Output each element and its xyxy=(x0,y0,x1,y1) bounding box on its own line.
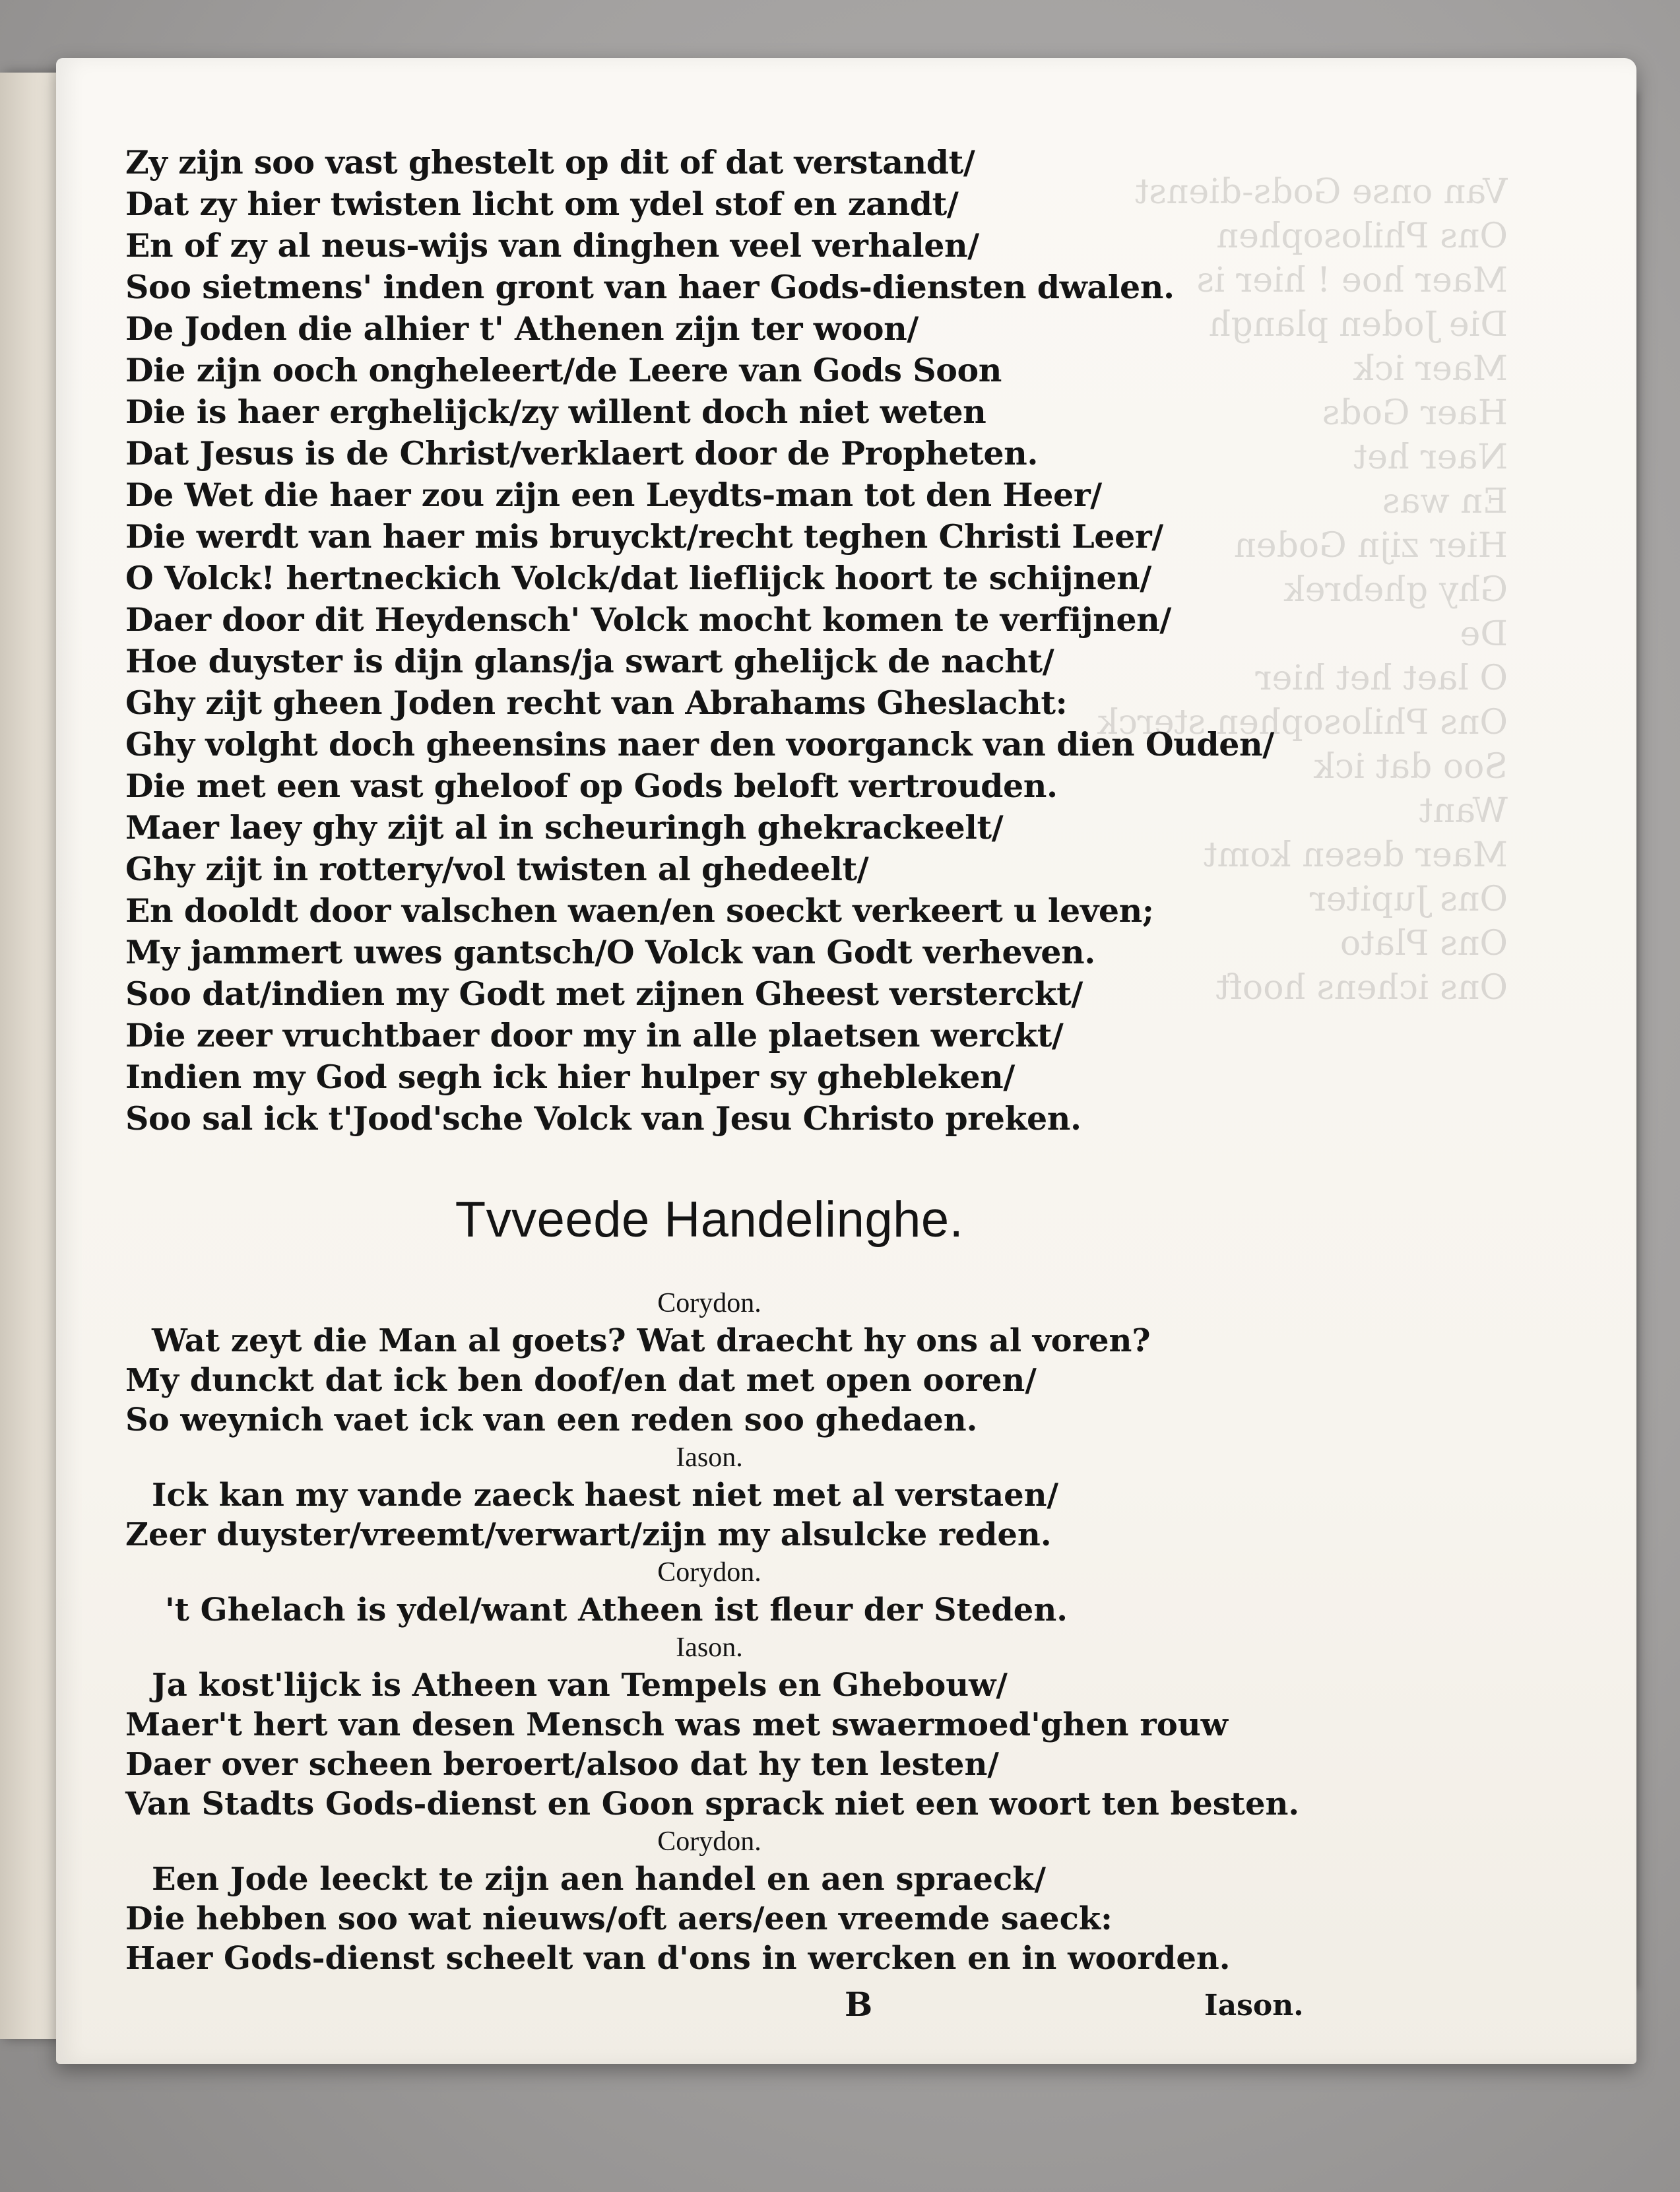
verse-line: Die is haer erghelijck/zy willent doch niet weten xyxy=(125,393,986,431)
dialogue-line: Van Stadts Gods-dienst en Goon sprack niet een woort ten besten. xyxy=(125,1786,1300,1822)
verse-line: Soo dat/indien my Godt met zijnen Gheest versterckt/ xyxy=(125,975,1083,1013)
verse-line: Die zijn ooch ongheleert/de Leere van Gods Soon xyxy=(125,351,1002,389)
verse-line: Die werdt van haer mis bruyckt/recht teghen Christi Leer/ xyxy=(125,517,1163,556)
verse-line: Ghy zijt gheen Joden recht van Abrahams Gheslacht: xyxy=(125,684,1068,722)
speaker-name: Iason. xyxy=(676,1632,743,1663)
speaker-name: Iason. xyxy=(676,1442,743,1473)
signature-mark: B xyxy=(845,1985,873,2024)
dialogue-line: Maer't hert van desen Mensch was met swaermoed'ghen rouw xyxy=(125,1706,1228,1743)
verse-line: Soo sietmens' inden gront van haer Gods-diensten dwalen. xyxy=(125,268,1175,306)
verse-line: En of zy al neus-wijs van dinghen veel verhalen/ xyxy=(125,226,979,265)
dialogue-line: Die hebben soo wat nieuws/oft aers/een vreemde saeck: xyxy=(125,1900,1113,1937)
dialogue-line: Ick kan my vande zaeck haest niet met al verstaen/ xyxy=(152,1477,1059,1514)
speaker-name: Corydon. xyxy=(657,1288,761,1318)
dialogue-block xyxy=(125,1285,1300,1978)
verse-block xyxy=(125,142,1293,1140)
speaker-name: Corydon. xyxy=(657,1557,761,1588)
verse-line: Daer door dit Heydensch' Volck mocht komen te verfijnen/ xyxy=(125,600,1171,639)
verse-line: Indien my God segh ick hier hulper sy ghebleken/ xyxy=(125,1058,1015,1096)
dialogue-line: Wat zeyt die Man al goets? Wat draecht hy ons al voren? xyxy=(152,1322,1151,1359)
dialogue-line: 't Ghelach is ydel/want Atheen ist fleur der Steden. xyxy=(165,1592,1068,1628)
verse-line: Dat zy hier twisten licht om ydel stof en zandt/ xyxy=(125,185,959,223)
catchword: Iason. xyxy=(1204,1989,1304,2022)
verse-line: Dat Jesus is de Christ/verklaert door de Propheten. xyxy=(125,434,1039,472)
dialogue-line: Daer over scheen beroert/alsoo dat hy ten lesten/ xyxy=(125,1746,999,1783)
dialogue-line: My dunckt dat ick ben doof/en dat met open ooren/ xyxy=(125,1362,1037,1399)
dialogue-line: Haer Gods-dienst scheelt van d'ons in wercken en in woorden. xyxy=(125,1940,1231,1977)
verse-line: Maer laey ghy zijt al in scheuringh ghekrackeelt/ xyxy=(125,808,1004,847)
verse-line: My jammert uwes gantsch/O Volck van Godt verheven. xyxy=(125,933,1095,971)
show-through-text: Van onse Gods-dienst Ons Philosophen Maer hoe ! hier is Die Joden plangh Maer ick Haer Gods Naer het En was Hier zijn Goden Ghy ghebrek De O laet het hier Ons Philosophen sterck Soo dat ick Want Maer desen komt Ons Jupiter Ons Plato Ons ichens hooft xyxy=(1097,172,1508,1008)
verse-line: En dooldt door valschen waen/en soeckt verkeert u leven; xyxy=(125,891,1154,930)
dialogue-line: Zeer duyster/vreemt/verwart/zijn my alsulcke reden. xyxy=(125,1516,1052,1553)
dialogue-line: Ja kost'lijck is Atheen van Tempels en Ghebouw/ xyxy=(152,1667,1008,1704)
act-heading: Tvveede Handelinghe. xyxy=(455,1192,964,1248)
verse-line: Zy zijn soo vast ghestelt op dit of dat verstandt/ xyxy=(125,143,975,181)
dialogue-line: So weynich vaet ick van een reden soo ghedaen. xyxy=(125,1402,978,1438)
verse-line: De Joden die alhier t' Athenen zijn ter woon/ xyxy=(125,309,919,348)
verse-line: Die met een vast gheloof op Gods beloft vertrouden. xyxy=(125,767,1058,805)
page-footer xyxy=(125,1985,1304,2031)
verse-line: Ghy zijt in rottery/vol twisten al ghedeelt/ xyxy=(125,850,869,888)
speaker-name: Corydon. xyxy=(657,1826,761,1857)
verse-line: O Volck! hertneckich Volck/dat lieflijck hoort te schijnen/ xyxy=(125,559,1151,597)
verse-line: Die zeer vruchtbaer door my in alle plaetsen werckt/ xyxy=(125,1016,1064,1054)
verse-line: Ghy volght doch gheensins naer den voorganck van dien Ouden/ xyxy=(125,725,1274,763)
verse-line: Soo sal ick t'Jood'sche Volck van Jesu Christo preken. xyxy=(125,1099,1082,1138)
verse-line: De Wet die haer zou zijn een Leydts-man tot den Heer/ xyxy=(125,476,1102,514)
verse-line: Hoe duyster is dijn glans/ja swart ghelijck de nacht/ xyxy=(125,642,1054,680)
dialogue-line: Een Jode leeckt te zijn aen handel en aen spraeck/ xyxy=(152,1861,1046,1898)
